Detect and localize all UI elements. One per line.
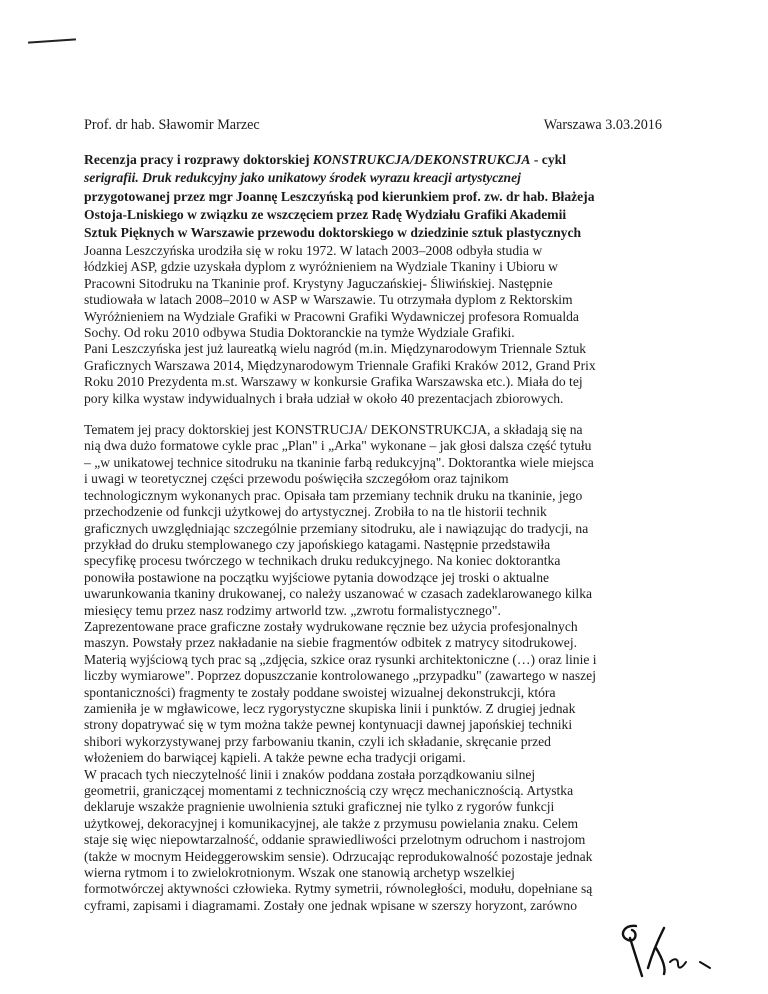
text-line: Sochy. Od roku 2010 odbywa Studia Doktoranckie na tymże Wydziale Grafiki. bbox=[84, 325, 515, 341]
corner-pen-mark bbox=[28, 38, 76, 43]
text-line: uwarunkowania tkaniny drukowanej, co należy uszanować w czasach zadeklarowanego kilka bbox=[84, 586, 593, 602]
text-line: formotwórczej aktywności człowieka. Rytmy symetrii, równoległości, modułu, dopełniane są bbox=[84, 881, 593, 897]
text-line: liczby wymiarowe". Poprzez dopuszczanie kontrolowanego „przypadku" (zawartego w naszej bbox=[84, 668, 596, 684]
paragraph-thesis bbox=[84, 422, 684, 914]
text-line: miesięcy temu przez nasz rodzimy artworld tzw. „zwrotu formalistycznego". bbox=[84, 602, 501, 618]
text-line: (także w mocnym Heideggerowskim sensie). Odrzucając reprodukowalność pozostaje jednak bbox=[84, 848, 593, 864]
text-line: Graficznych Warszawa 2014, Międzynarodowym Triennale Grafiki Kraków 2012, Grand Prix bbox=[84, 357, 596, 373]
text-line: pory kilka wystaw indywidualnych i brała udział w około 40 prezentacjach zbiorowych. bbox=[84, 390, 564, 406]
text-line: Wyróżnieniem na Wydziale Grafiki w Pracowni Grafiki Wydawniczej profesora Romualda bbox=[84, 308, 579, 324]
title-line: Sztuk Pięknych w Warszawie przewodu doktorskiego w dziedzinie sztuk plastycznych bbox=[84, 225, 582, 241]
text-line: staje się więc niepowtarzalność, oddanie sprawiedliwości przelotnym odruchom i nastrojom bbox=[84, 832, 586, 848]
text-line: włożeniem do barwiącej kąpieli. A także pewne echa tradycji origami. bbox=[84, 750, 466, 766]
text-line: Materią wyjściową tych prac są „zdjęcia, szkice oraz rysunki architektoniczne (…) oraz linie i bbox=[84, 651, 597, 667]
text-line: strony dopatrywać się w tym można także pewnej kontynuacji dawnej japońskiej techniki bbox=[84, 717, 573, 733]
title-line: Recenzja pracy i rozprawy doktorskiej KONSTRUKCJA/DEKONSTRUKCJA - cykl bbox=[84, 152, 566, 167]
title-line: przygotowanej przez mgr Joannę Leszczyńską pod kierunkiem prof. zw. dr hab. Błażeja bbox=[84, 188, 595, 204]
text-line: przechodzenie od funkcji użytkowej do artystycznej. Zrobiła to na tle historii technik bbox=[84, 504, 547, 520]
text-line: shibori wykorzystywanej przy farbowaniu tkanin, czyli ich składanie, skręcanie przed bbox=[84, 733, 551, 749]
text-line: studiowała w latach 2008–2010 w ASP w Warszawie. Tu otrzymała dyplom z Rektorskim bbox=[84, 292, 573, 308]
author-name: Prof. dr hab. Sławomir Marzec bbox=[84, 117, 260, 133]
title-line: serigrafii. Druk redukcyjny jako unikatowy środek wyrazu kreacji artystycznej bbox=[84, 170, 521, 186]
text-line: nią dwa dużo formatowe cykle prac „Plan" i „Arka" wykonane – jak głosi dalsza część tytułu bbox=[84, 438, 592, 454]
text-line: Roku 2010 Prezydenta m.st. Warszawy w konkursie Grafika Warszawska etc.). Miała do tej bbox=[84, 374, 583, 390]
text-line: zamieniła je w mgławicowe, lecz rygorystyczne skupiska linii i punktów. Z drugiej jednak bbox=[84, 700, 576, 716]
review-title bbox=[84, 151, 684, 242]
text-line: technologicznym wykonanych prac. Opisała tam przemiany technik druku na tkaninie, jego bbox=[84, 487, 583, 503]
text-line: Pani Leszczyńska jest już laureatką wielu nagród (m.in. Międzynarodowym Triennale Sztuk bbox=[84, 341, 587, 357]
text-line: – „w unikatowej technice sitodruku na tkaninie farbą redukcyjną". Doktorantka wiele miejsca bbox=[84, 454, 594, 470]
title-line: Ostoja-Lniskiego w związku ze wszczęciem przez Radę Wydziału Grafiki Akademii bbox=[84, 206, 567, 222]
text-line: Zaprezentowane prace graficzne zostały wydrukowane ręcznie bez użycia profesjonalnych bbox=[84, 618, 578, 634]
text-line: wierna rytmom i to zwielokrotnionym. Wszak one stanowią archetyp wszelkiej bbox=[84, 865, 515, 881]
place-date: Warszawa 3.03.2016 bbox=[543, 117, 662, 133]
letter-header bbox=[84, 117, 662, 137]
text-line: specyfikę procesu twórczego w technikach druku redukcyjnego. Na koniec doktorantka bbox=[84, 553, 561, 569]
text-line: graficznych uwzględniając szczególnie przemiany sitodruku, ale i nawiązując do tradycji, na bbox=[84, 520, 589, 536]
review-body bbox=[84, 243, 684, 914]
paragraph-biography bbox=[84, 243, 684, 407]
handwritten-signature bbox=[612, 914, 716, 982]
text-line: spontaniczności) fragmenty te zostały poddane swoistej wizualnej dekonstrukcji, która bbox=[84, 684, 556, 700]
text-line: przykład do druku stemplowanego czy japońskiego katagami. Następnie przedstawiła bbox=[84, 536, 551, 552]
text-line: ponowiła postawione na początku wyjściowe pytania dowodzące jej troski o aktualne bbox=[84, 569, 550, 585]
text-line: Pracowni Sitodruku na Tkaninie prof. Krystyny Jaguczańskiej- Śliwińskiej. Następnie bbox=[84, 275, 553, 291]
text-line: maszyn. Powstały przez nakładanie na siebie fragmentów odbitek z matrycy sitodrukowej. bbox=[84, 635, 577, 651]
text-line: W pracach tych nieczytelność linii i znaków poddana została porządkowaniu silnej bbox=[84, 766, 536, 782]
text-line: i uwagi w teoretycznej części przewodu poświęciła szczegółom oraz tajnikom bbox=[84, 471, 509, 487]
text-line: deklaruje wszakże pragnienie uwolnienia sztuki graficznej nie tylko z rygorów funkcji bbox=[84, 799, 555, 815]
text-line: Tematem jej pracy doktorskiej jest KONSTRUCJA/ DEKONSTRUKCJA, a składają się na bbox=[84, 422, 583, 438]
text-line: łódzkiej ASP, gdzie uzyskała dyplom z wyróżnieniem na Wydziale Tkaniny i Ubioru w bbox=[84, 259, 558, 275]
text-line: Joanna Leszczyńska urodziła się w roku 1972. W latach 2003–2008 odbyła studia w bbox=[84, 243, 543, 258]
text-line: użytkowej, dekoracyjnej i komunikacyjnej, ale także z przymusu powielania znaku. Celem bbox=[84, 815, 579, 831]
text-line: cyframi, zapisami i diagramami. Zostały one jednak wpisane w szerszy horyzont, zarówno bbox=[84, 897, 577, 913]
text-line: geometrii, graniczącej momentami z technicznością czy wręcz mechanicznością. Artystka bbox=[84, 783, 574, 798]
